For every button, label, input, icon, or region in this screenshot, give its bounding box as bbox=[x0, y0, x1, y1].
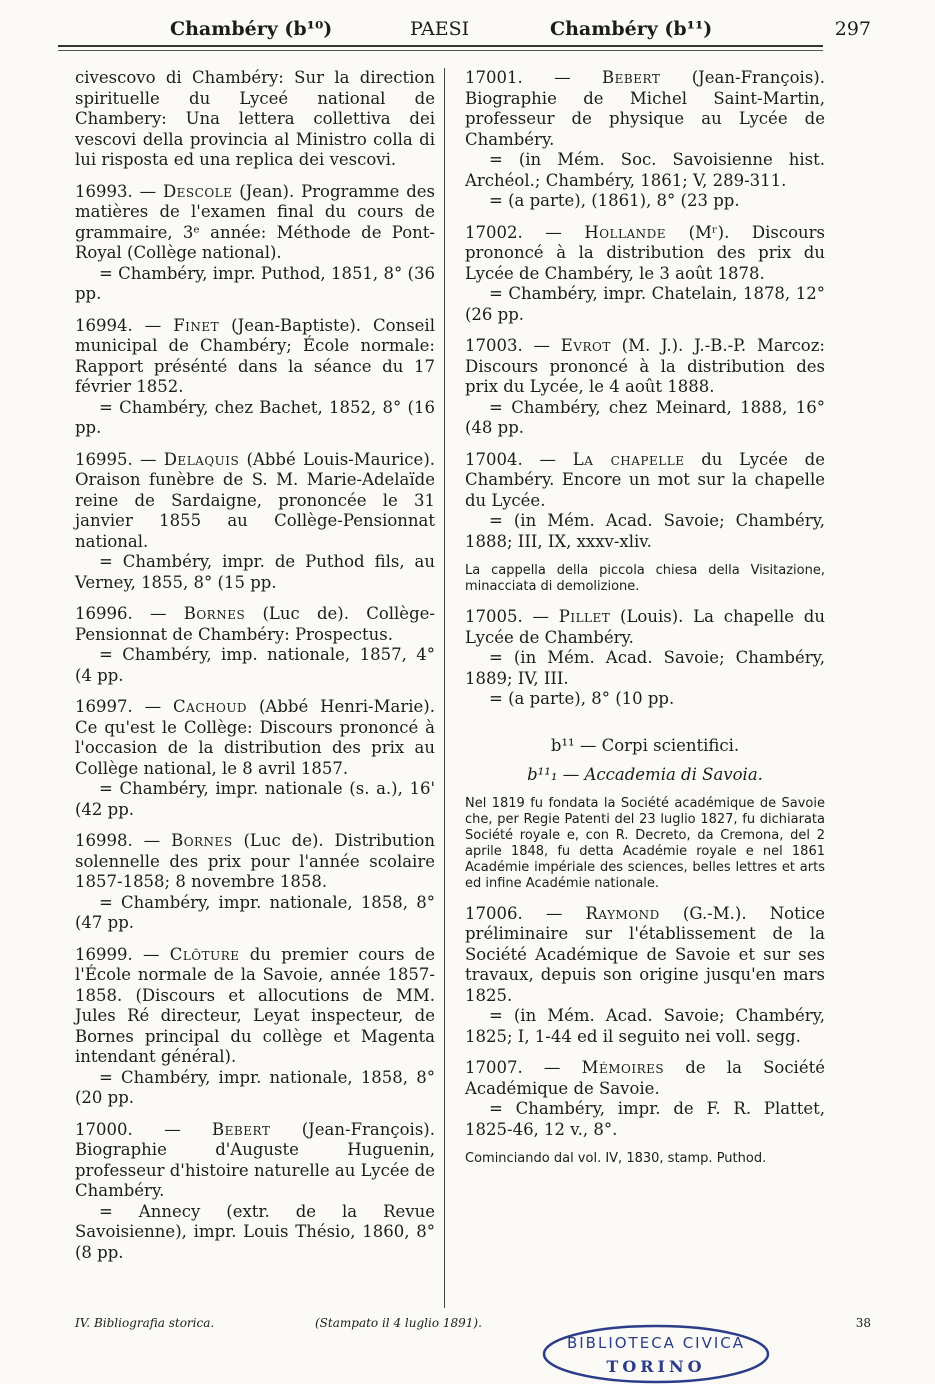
entry-title: (Jean). Programme des matières de l'examen final du cours de grammaire, 3ᵉ année: Méthode de Pont-Royal (Collège national). bbox=[75, 181, 435, 262]
entry-publication: = Chambéry, impr. nationale, 1858, 8° (47 pp. bbox=[75, 892, 435, 932]
entry-number: 16999. — bbox=[75, 944, 170, 964]
bibliography-entry bbox=[465, 607, 825, 710]
entry-publication: = Annecy (extr. de la Revue Savoisienne), impr. Louis Thésio, 1860, 8° (8 pp. bbox=[75, 1201, 435, 1262]
bibliography-entry bbox=[75, 831, 435, 934]
bibliography-entry bbox=[75, 945, 435, 1109]
entry-title: du premier cours de l'École normale de la Savoie, année 1857-1858. (Discours et allocutions de MM. Jules Ré directeur, Leyat inspecteur, de Bornes principal du collège et Magenta intendant général). bbox=[75, 944, 435, 1066]
entry-publication: = (in Mém. Soc. Savoisienne hist. Archéol.; Chambéry, 1861; V, 289-311. bbox=[465, 150, 825, 190]
entry-number: 16997. — bbox=[75, 697, 174, 716]
entry-author: Delaquis bbox=[163, 449, 240, 469]
entry-publication: = (in Mém. Acad. Savoie; Chambéry, 1825; I, 1-44 ed il seguito nei voll. segg. bbox=[465, 1006, 825, 1046]
entry-number: 17007. — bbox=[465, 1058, 582, 1077]
entry-title: (Mʳ). Discours prononcé à la distribution des prix du Lycée de Chambéry, le 3 août 1878. bbox=[465, 222, 825, 283]
bibliography-entry bbox=[75, 182, 435, 305]
bibliography-entry bbox=[75, 604, 435, 686]
entry-title: (Abbé Henri-Marie). Ce qu'est le Collège: Discours prononcé à l'occasion de la distribution des prix au Collège national, le 8 avril 1857. bbox=[75, 697, 435, 778]
right-column bbox=[465, 68, 825, 1179]
entry-title: (Luc de). Distribution solennelle des prix pour l'année scolaire 1857-1858; 8 novembre 1858. bbox=[75, 831, 435, 891]
entry-title: (Jean-François). Biographie d'Auguste Huguenin, professeur d'histoire naturelle au Lycée de Chambéry. bbox=[75, 1119, 435, 1200]
entry-publication: = (in Mém. Acad. Savoie; Chambéry, 1888; III, IX, xxxv-xliv. bbox=[465, 511, 825, 551]
section-heading: b¹¹ — Corpi scientifici. bbox=[550, 735, 740, 755]
entry-publication: = Chambéry, chez Meinard, 1888, 16° (48 pp. bbox=[465, 397, 825, 437]
entry-publication: = Chambéry, impr. Puthod, 1851, 8° (36 pp. bbox=[75, 263, 435, 303]
header-rule-thin bbox=[58, 50, 823, 51]
bibliography-entry bbox=[75, 1120, 435, 1264]
entry-number: 16996. — bbox=[75, 604, 184, 623]
entry-number: 17006. — bbox=[465, 903, 586, 923]
bibliography-entry bbox=[465, 450, 825, 553]
entry-publication: = (a parte), (1861), 8° (23 pp. bbox=[489, 191, 740, 210]
entry-title: (Abbé Louis-Maurice). Oraison funèbre de S. M. Marie-Adelaïde reine de Sardaigne, prononcée le 31 janvier 1855 au Collège-Pensionnat national. bbox=[75, 449, 435, 551]
entry-publication: = Chambéry, impr. nationale, 1858, 8° (20 pp. bbox=[75, 1067, 435, 1107]
entry-author: Pillet bbox=[558, 607, 611, 626]
bibliography-entry bbox=[465, 68, 825, 212]
left-column bbox=[75, 68, 435, 1274]
stamp-line-2: TORINO bbox=[606, 1357, 706, 1376]
bibliography-entry: civescovo di Chambéry: Sur la direction spirituelle du Lyceé national de Chambery: Una lettera collettiva dei vescovi della provincia al Ministro colla di lui risposta ed una replica dei vescovi. bbox=[75, 68, 435, 169]
entry-number: 16998. — bbox=[75, 831, 172, 850]
entry-number: 17004. — bbox=[465, 449, 573, 469]
header-left-title: Chambéry (b¹⁰) bbox=[170, 18, 333, 40]
note-text: La cappella della piccola chiesa della Visitazione, minacciata di demolizione. bbox=[465, 563, 825, 594]
bibliography-entry bbox=[465, 1058, 825, 1140]
entry-author: Bebert bbox=[212, 1119, 271, 1139]
entry-author: Raymond bbox=[585, 903, 660, 923]
header-right-title: Chambéry (b¹¹) bbox=[550, 18, 713, 40]
entry-number: 17000. — bbox=[75, 1119, 213, 1139]
column-divider bbox=[444, 68, 445, 1308]
entry-publication: = (in Mém. Acad. Savoie; Chambéry, 1889; IV, III. bbox=[465, 648, 825, 688]
page-number: 297 bbox=[834, 18, 871, 40]
bibliography-entry bbox=[465, 904, 825, 1048]
entry-publication: = Chambéry, impr. nationale (s. a.), 16' (42 pp. bbox=[75, 779, 435, 819]
footer-print-date: (Stampato il 4 luglio 1891). bbox=[315, 1316, 482, 1330]
entry-number: 16994. — bbox=[75, 315, 174, 335]
entry-author: Hollande bbox=[584, 222, 667, 242]
entry-title: (Luc de). Collège-Pensionnat de Chambéry: Prospectus. bbox=[75, 604, 435, 644]
entry-publication: = Chambéry, chez Bachet, 1852, 8° (16 pp. bbox=[75, 397, 435, 437]
bibliography-entry bbox=[75, 697, 435, 820]
entry-title: (Jean-François). Biographie de Michel Saint-Martin, professeur de physique au Lycée de Chambéry. bbox=[465, 68, 825, 149]
entry-author: La chapelle bbox=[572, 449, 685, 469]
entry-author: Bebert bbox=[602, 68, 661, 87]
bibliography-entry bbox=[75, 316, 435, 439]
entry-publication: = Chambéry, imp. nationale, 1857, 4° (4 pp. bbox=[75, 645, 435, 685]
entry-number: 16993. — bbox=[75, 181, 163, 201]
footer-signature: 38 bbox=[855, 1316, 871, 1330]
entry-title: (Jean-Baptiste). Conseil municipal de Chambéry; École normale: Rapport présénté dans la séance du 17 février 1852. bbox=[75, 315, 435, 396]
entry-number: 17005. — bbox=[465, 607, 559, 626]
entry-author: Evrot bbox=[560, 336, 611, 355]
note-text: Cominciando dal vol. IV, 1830, stamp. Puthod. bbox=[465, 1151, 767, 1166]
entry-publication: = Chambéry, impr. Chatelain, 1878, 12° (26 pp. bbox=[465, 284, 825, 324]
bibliography-entry bbox=[465, 223, 825, 326]
header-center-title: PAESI bbox=[410, 18, 470, 40]
entry-author: Finet bbox=[173, 315, 220, 335]
stamp-line-1: BIBLIOTECA CIVICA bbox=[566, 1334, 746, 1352]
entry-publication: = Chambéry, impr. de F. R. Plattet, 1825-46, 12 v., 8°. bbox=[465, 1099, 825, 1139]
bibliography-entry bbox=[465, 336, 825, 439]
entry-title: de la Société Académique de Savoie. bbox=[465, 1058, 825, 1098]
header-rule bbox=[58, 45, 823, 47]
entry-title: du Lycée de Chambéry. Encore un mot sur la chapelle du Lycée. bbox=[465, 449, 825, 510]
bibliography-entry bbox=[75, 450, 435, 594]
entry-title: (G.-M.). Notice préliminaire sur l'établissement de la Société Académique de Savoie et sur ses travaux, depuis son origine jusqu'en mars 1825. bbox=[465, 903, 825, 1005]
entry-number: 17001. — bbox=[465, 68, 603, 87]
entry-author: Descole bbox=[162, 181, 233, 201]
entry-publication: = Chambéry, impr. de Puthod fils, au Verney, 1855, 8° (15 pp. bbox=[75, 552, 435, 592]
entry-author: Mémoires bbox=[581, 1058, 665, 1077]
entry-author: Bornes bbox=[171, 831, 233, 850]
entry-author: Cachoud bbox=[173, 697, 248, 716]
section-note: Nel 1819 fu fondata la Société académique de Savoie che, per Regie Patenti del 23 luglio 1827, fu dichiarata Société royale e, con R. Decreto, da Cremona, del 2 aprile 1848, fu detta Académie royale e nel 1861 Académie impériale des sciences, belles lettres et arts ed infine Académie nationale. bbox=[465, 795, 825, 891]
entry-number: 16995. — bbox=[75, 449, 164, 469]
entry-publication: = (a parte), 8° (10 pp. bbox=[489, 689, 675, 708]
entry-author: Bornes bbox=[183, 604, 246, 623]
entry-title: (M. J.). J.-B.-P. Marcoz: Discours prononcé à la distribution des prix du Lycée, le 4 août 1888. bbox=[465, 336, 825, 396]
entry-number: 17002. — bbox=[465, 222, 585, 242]
library-stamp bbox=[538, 1318, 774, 1384]
entry-number: 17003. — bbox=[465, 336, 561, 355]
entry-author: Clôture bbox=[169, 944, 240, 964]
entry-title: (Louis). La chapelle du Lycée de Chambéry. bbox=[465, 607, 825, 647]
footer-series: IV. Bibliografia storica. bbox=[75, 1316, 215, 1330]
subsection-heading: b¹¹₁ — Accademia di Savoia. bbox=[527, 764, 763, 784]
